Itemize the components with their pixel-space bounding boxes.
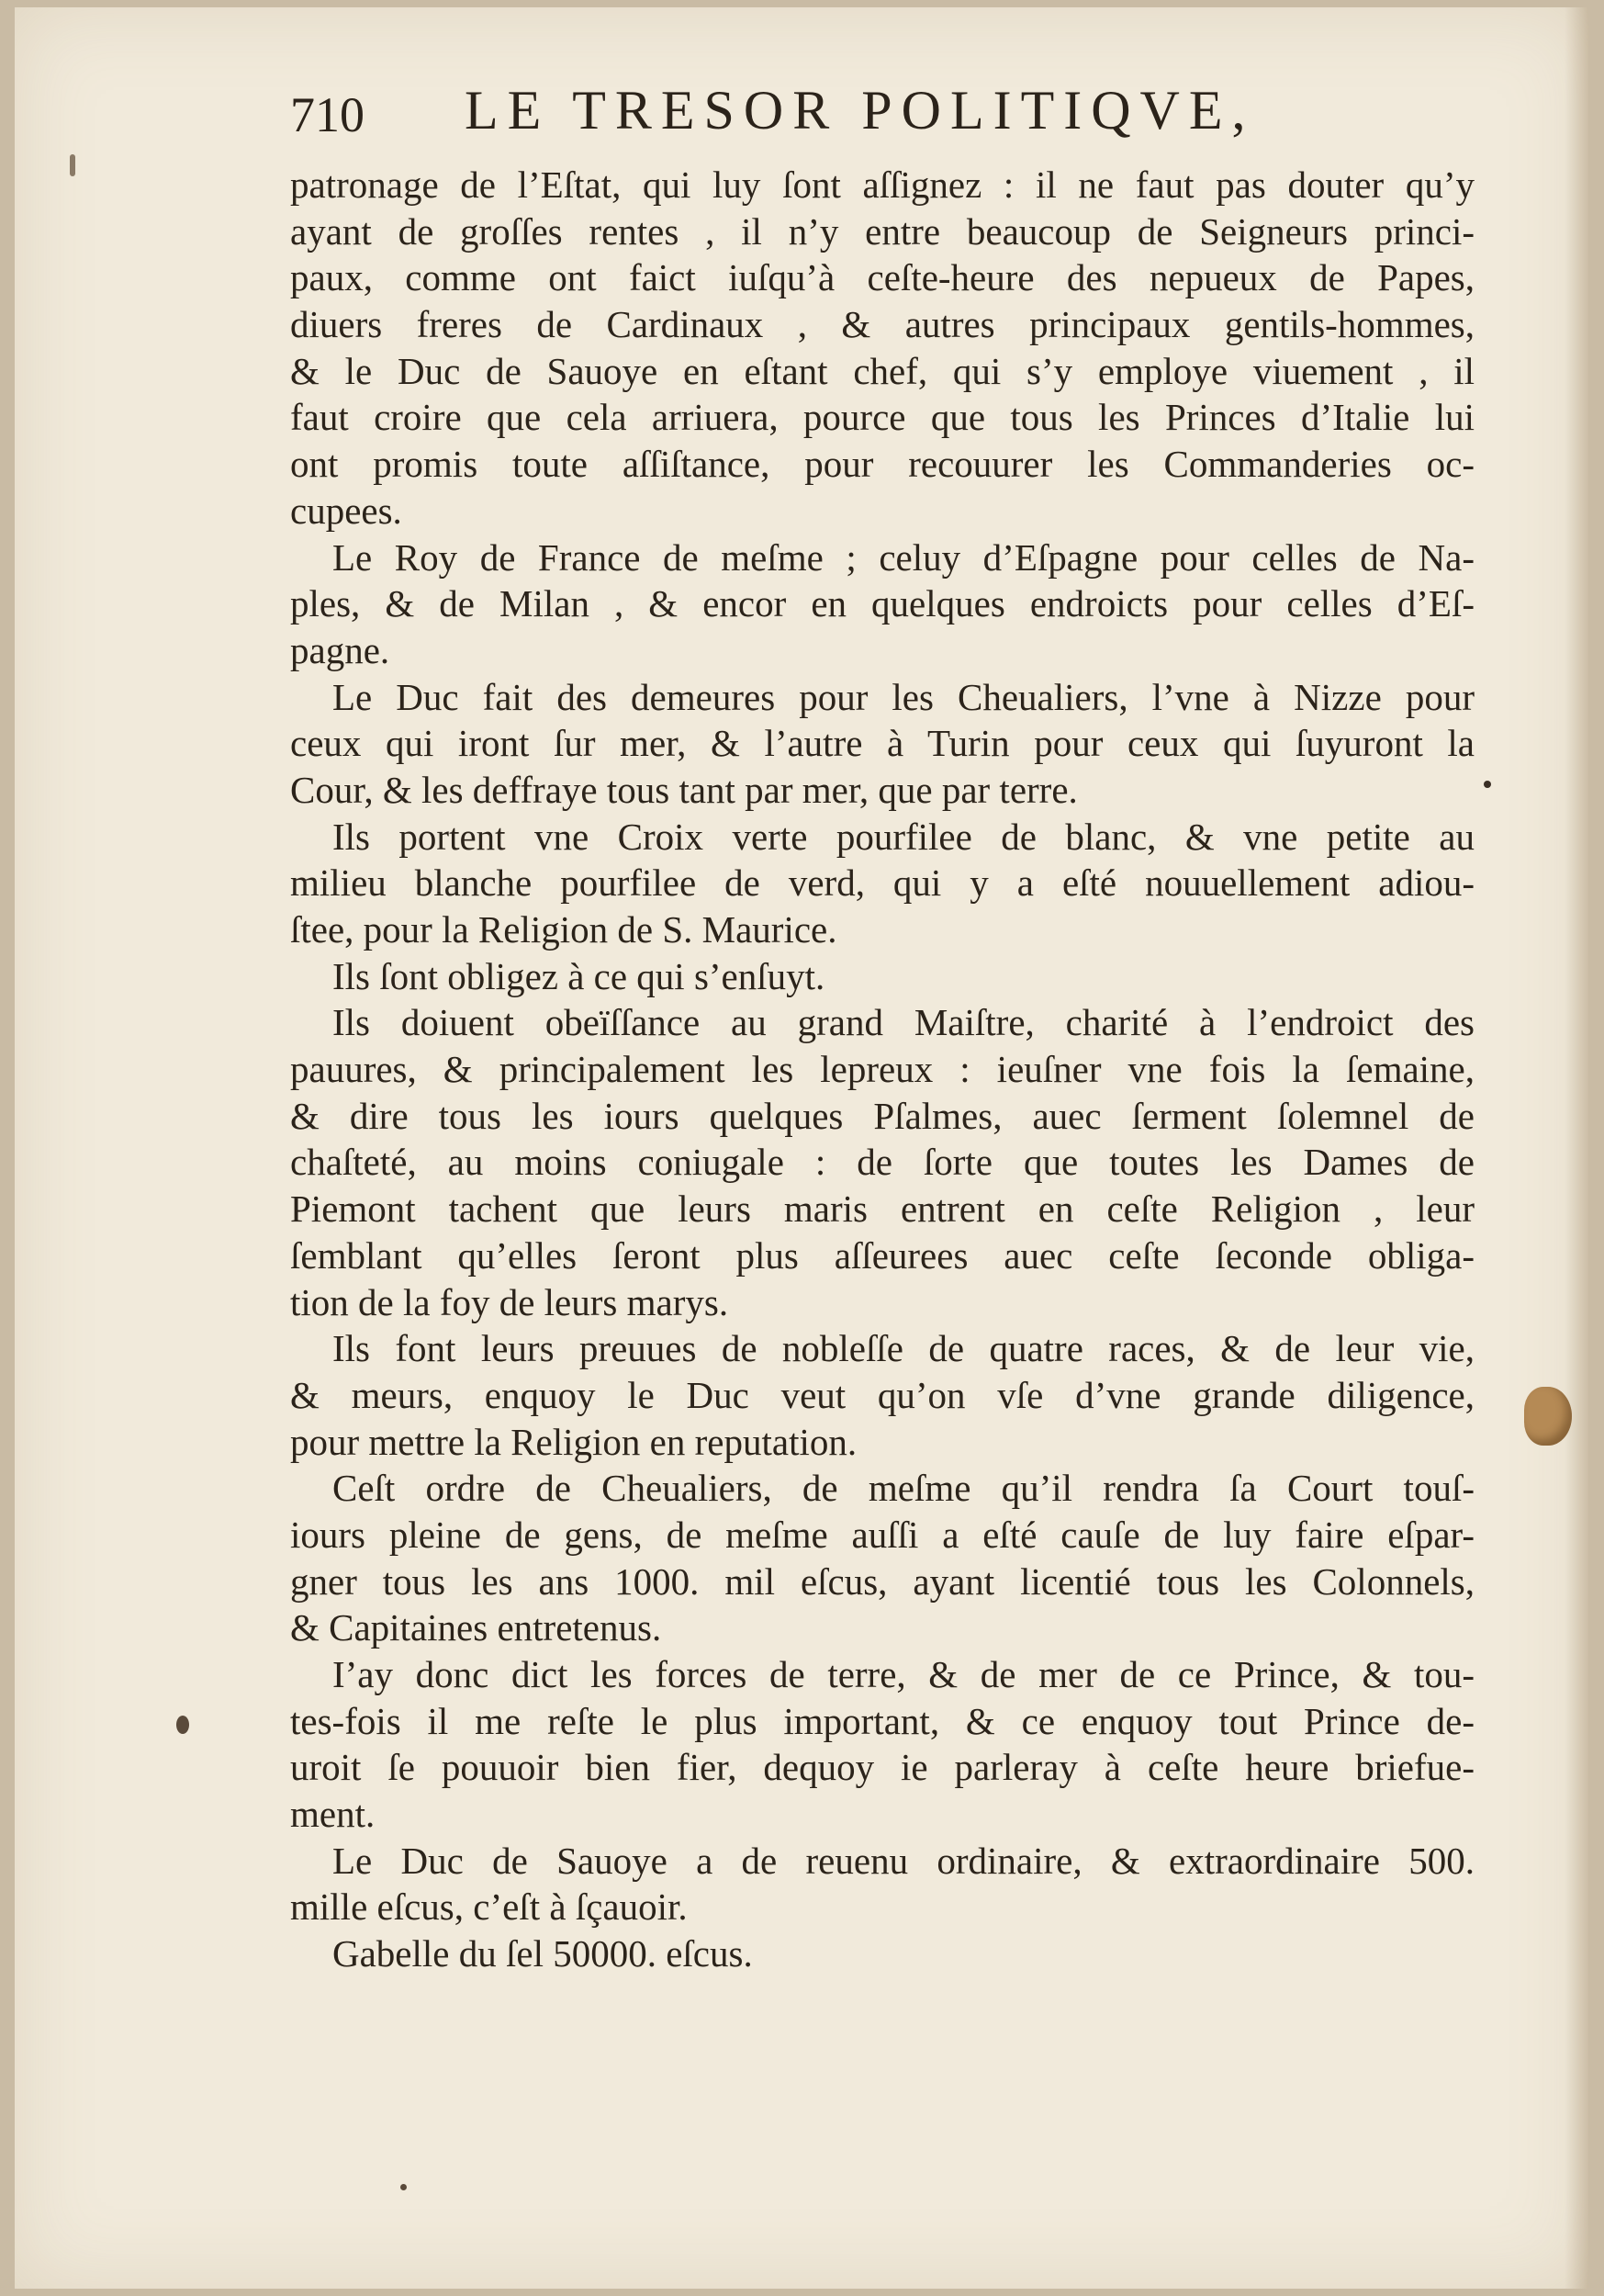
text-line: iours pleine de gens, de meſme auſſi a eſté cauſe de luy faire eſpar-: [290, 1513, 1475, 1556]
text-line: Gabelle du ſel 50000. eſcus.: [332, 1932, 753, 1975]
text-line: & Capitaines entretenus.: [290, 1606, 662, 1649]
text-line: & le Duc de Sauoye en eſtant chef, qui s’y employe viuement , il: [290, 349, 1475, 392]
text-line: uroit ſe pouuoir bien fier, dequoy ie parleray à ceſte heure briefue-: [290, 1746, 1475, 1789]
text-line: paux, comme ont faict iuſqu’à ceſte-heure des nepueux de Papes,: [290, 256, 1475, 299]
text-line: chaſteté, au moins coniugale : de ſorte que toutes les Dames de: [290, 1141, 1475, 1184]
text-line: Le Duc fait des demeures pour les Cheualiers, l’vne à Nizze pour: [332, 675, 1475, 718]
text-line: ont promis toute aſſiſtance, pour recouurer les Commanderies oc-: [290, 443, 1475, 486]
text-line: I’ay donc dict les forces de terre, & de mer de ce Prince, & tou-: [332, 1653, 1475, 1695]
running-header: [272, 79, 1520, 162]
text-line: pour mettre la Religion en reputation.: [290, 1420, 858, 1463]
text-line: ſtee, pour la Religion de S. Maurice.: [290, 908, 837, 951]
text-line: Le Duc de Sauoye a de reuenu ordinaire, & extraordinaire 500.: [332, 1839, 1475, 1882]
page-gutter-shadow: [1565, 7, 1588, 2289]
text-line: tes-fois il me reſte le plus important, & ce enquoy tout Prince de-: [290, 1699, 1475, 1742]
text-line: ſemblant qu’elles ſeront plus aſſeurees auec ceſte ſeconde obliga-: [290, 1233, 1475, 1277]
body-text: [290, 162, 1475, 1977]
text-line: Ils ſont obligez à ce qui s’enſuyt.: [332, 954, 825, 997]
text-line: Ils portent vne Croix verte pourfilee de blanc, & vne petite au: [332, 815, 1475, 858]
text-line: Piemont tachent que leurs maris entrent en ceſte Religion , leur: [290, 1187, 1475, 1231]
page-number: 710: [290, 87, 365, 142]
text-line: pagne.: [290, 628, 390, 671]
foxing-spot: [70, 154, 75, 176]
text-line: ment.: [290, 1793, 376, 1836]
text-line: faut croire que cela arriuera, pource que tous les Princes d’Italie lui: [290, 396, 1475, 439]
text-line: milieu blanche pourfilee de verd, qui y a eſté nouuellement adiou-: [290, 861, 1475, 905]
book-page: [15, 7, 1588, 2289]
text-line: Ils doiuent obeïſſance au grand Maiſtre, charité à l’endroict des: [332, 1001, 1475, 1044]
text-line: Ceſt ordre de Cheualiers, de meſme qu’il rendra ſa Court touſ-: [332, 1467, 1475, 1510]
text-line: diuers freres de Cardinaux , & autres principaux gentils-hommes,: [290, 303, 1475, 346]
text-line: gner tous les ans 1000. mil eſcus, ayant licentié tous les Colonnels,: [290, 1559, 1475, 1603]
text-line: & meurs, enquoy le Duc veut qu’on vſe d’vne grande diligence,: [290, 1373, 1475, 1416]
running-title: LE TRESOR POLITIQVE,: [465, 80, 1255, 141]
ink-spot: [176, 1716, 189, 1734]
text-line: Le Roy de France de meſme ; celuy d’Eſpagne pour celles de Na-: [332, 535, 1475, 579]
text-line: tion de la foy de leurs marys.: [290, 1280, 729, 1323]
text-line: Cour, & les deffraye tous tant par mer, que par terre.: [290, 768, 1078, 811]
text-line: ayant de groſſes rentes , il n’y entre beaucoup de Seigneurs princi-: [290, 209, 1475, 253]
text-line: ceux qui iront ſur mer, & l’autre à Turin pour ceux qui ſuyuront la: [290, 722, 1475, 765]
text-line: mille eſcus, c’eſt à ſçauoir.: [290, 1885, 688, 1929]
text-line: ples, & de Milan , & encor en quelques endroicts pour celles d’Eſ-: [290, 582, 1475, 625]
ink-spot: [400, 2184, 407, 2190]
text-line: Ils font leurs preuues de nobleſſe de quatre races, & de leur vie,: [332, 1327, 1475, 1370]
ink-spot: [1484, 781, 1491, 788]
text-line: patronage de l’Eſtat, qui luy ſont aſſignez : il ne faut pas douter qu’y: [290, 163, 1475, 206]
text-line: & dire tous les iours quelques Pſalmes, auec ſerment ſolemnel de: [290, 1094, 1475, 1137]
text-line: cupees.: [290, 489, 402, 532]
text-line: pauures, & principalement les lepreux : ieuſner vne fois la ſemaine,: [290, 1048, 1475, 1091]
page-tab-marker: [1524, 1387, 1572, 1446]
